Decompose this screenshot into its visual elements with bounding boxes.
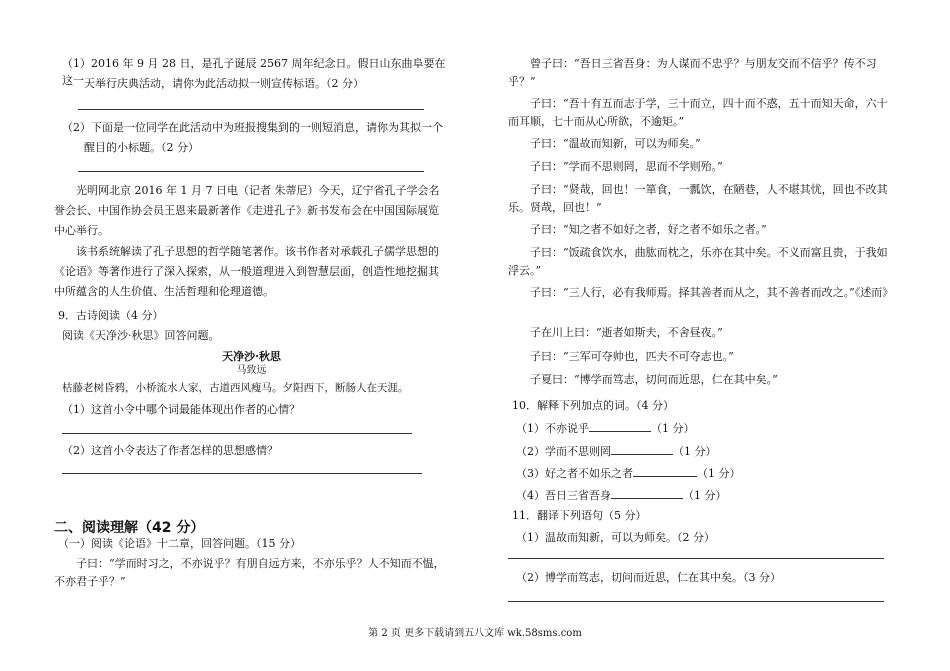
q10-1: [516, 417, 695, 437]
q9-intro: 阅读《天净沙·秋思》回答问题。: [62, 329, 220, 342]
q10-4-blank[interactable]: [611, 487, 683, 499]
analects-8: 子曰：“饭疏食饮水，曲肱而枕之，乐亦在其中矣。不义而富且贵，于我如浮云。”: [508, 246, 888, 277]
q11-title: 11．翻译下列语句（5 分）: [512, 509, 647, 522]
q2-line1: （2）下面是一位同学在此活动中为班报搜集到的一则短消息，请你为其拟一个: [62, 121, 443, 134]
analects-4: 子曰：“温故而知新，可以为师矣。”: [530, 137, 701, 150]
q2-line2: 醒目的小标题。（2 分）: [84, 141, 199, 154]
q11-1-answer-line[interactable]: [508, 557, 884, 559]
q10-title: 10．解释下列加点的词。（4 分）: [512, 399, 674, 412]
q10-1-text: （1）不亦说乎: [516, 422, 589, 435]
q2-answer-line[interactable]: [78, 170, 424, 172]
q10-4-text: （4）吾日三省吾身: [516, 489, 611, 502]
poem-author: 马致远: [236, 365, 267, 376]
q10-1-score: （1 分）: [651, 422, 695, 435]
analects-3: 子曰：“吾十有五而志于学，三十而立，四十而不惑，五十而知天命，六十而耳顺，七十而从心所欲，不逾矩。”: [508, 97, 888, 128]
q10-4: [516, 484, 727, 504]
q9-title: 9．古诗阅读（4 分）: [58, 309, 164, 322]
q9-1: （1）这首小令中哪个词最能体现出作者的心情？: [62, 403, 300, 416]
analects-10: 子在川上曰：“逝者如斯夫，不舍昼夜。”: [530, 326, 723, 339]
analects-1: 子曰：“学而时习之，不亦说乎？有朋自远方来，不亦乐乎？人不知而不愠，不亦君子乎？”: [54, 557, 445, 588]
q10-3-blank[interactable]: [633, 465, 697, 477]
section-2-heading: 二、阅读理解（42 分）: [54, 520, 205, 536]
q10-2-score: （1 分）: [673, 445, 717, 458]
q9-2: （2）这首小令表达了作者怎样的思想感情？: [62, 444, 278, 457]
analects-11: 子曰：“三军可夺帅也，匹夫不可夺志也。”: [530, 350, 734, 363]
q9-2-answer-line[interactable]: [62, 472, 422, 474]
q9-1-answer-line[interactable]: [62, 432, 412, 434]
q10-4-score: （1 分）: [683, 489, 727, 502]
q1-answer-line[interactable]: [78, 108, 424, 110]
analects-6: 子曰：“贤哉，回也！一箪食，一瓢饮，在陋巷，人不堪其忧，回也不改其乐。贤哉，回也！”: [508, 183, 888, 214]
q10-2-blank[interactable]: [611, 443, 673, 455]
q10-3-score: （1 分）: [697, 467, 741, 480]
q1-line2: 天举行庆典活动，请你为此活动拟一则宣传标语。（2 分）: [84, 77, 364, 90]
q1-line1: （1）2016 年 9 月 28 日，是孔子诞辰 2567 周年纪念日。假日山东曲阜要在这一: [62, 57, 446, 87]
q10-3-text: （3）好之者不如乐之者: [516, 467, 633, 480]
analects-7: 子曰：“知之者不如好之者，好之者不如乐之者。”: [530, 223, 767, 236]
page-footer: 第 2 页 更多下载请到五八文库 wk.58sms.com: [368, 628, 582, 639]
q11-2: （2）博学而笃志，切问而近思，仁在其中矣。（3 分）: [516, 571, 781, 584]
analects-5: 子曰：“学而不思则罔，思而不学则殆。”: [530, 160, 723, 173]
analects-12: 子夏曰：“博学而笃志，切问而近思，仁在其中矣。”: [530, 373, 778, 386]
poem-text: 枯藤老树昏鸦，小桥流水人家，古道西风瘦马。夕阳西下，断肠人在天涯。: [62, 382, 409, 394]
news-paragraph-2: 该书系统解读了孔子思想的哲学随笔著作。该书作者对承载孔子儒学思想的《论语》等著作进行了深入探索，从一般道理进入到智慧层面，创造性地挖掘其中所蕴含的人生价值、生活哲理和伦理道德。: [54, 245, 439, 298]
analects-2: 曾子曰：“吾日三省吾身：为人谋而不忠乎？与朋友交而不信乎？传不习乎？”: [508, 57, 877, 88]
news-paragraph-1: 光明网北京 2016 年 1 月 7 日电（记者 朱蒂尼）今天，辽宁省孔子学会名誉会长、中国作协会员王恩来最新著作《走进孔子》新书发布会在中国国际展览中心举行。: [54, 184, 440, 237]
part1-intro: （一）阅读《论语》十二章，回答问题。（15 分）: [58, 537, 301, 550]
q11-2-answer-line[interactable]: [508, 600, 884, 602]
q10-1-blank[interactable]: [589, 420, 651, 432]
poem-title: 天净沙·秋思: [222, 350, 281, 363]
q11-1: （1）温故而知新，可以为师矣。（2 分）: [516, 531, 715, 544]
q10-3: [516, 462, 741, 482]
analects-9: 子曰：“三人行，必有我师焉。择其善者而从之，其不善者而改之。”《述而》: [530, 286, 894, 299]
q10-2-text: （2）学而不思则罔: [516, 445, 611, 458]
q10-2: [516, 440, 717, 460]
